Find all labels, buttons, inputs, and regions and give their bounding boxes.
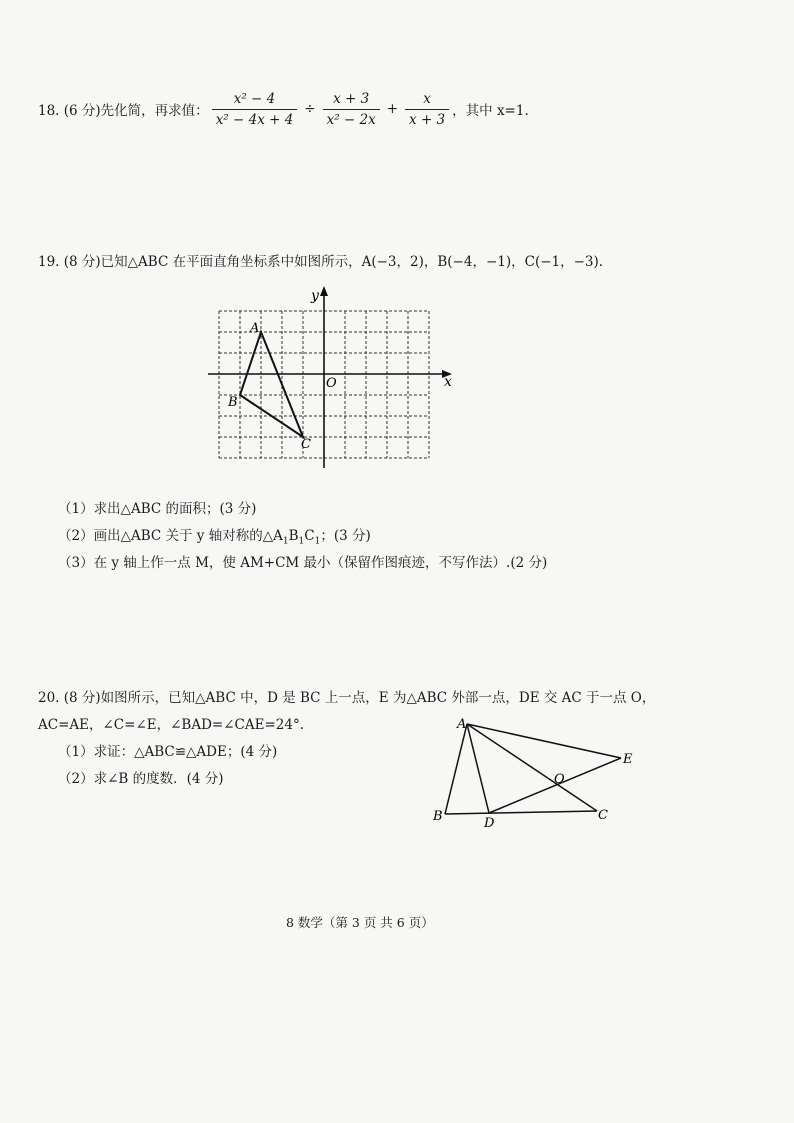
q19-stem: 19. (8 分)已知△ABC 在平面直角坐标系中如图所示，A(−3，2)，B(−4，−1)，C(−1，−3).: [38, 254, 604, 270]
x-axis-label: x: [444, 374, 452, 390]
q19-sub2-a-subscript: 1: [282, 536, 289, 547]
segment-ac: [467, 724, 597, 811]
q18-frac1-denominator: x² − 4x + 4: [212, 109, 298, 128]
q19-coordinate-graph: [200, 282, 460, 472]
q19-sub2-post: ；(3 分): [320, 528, 371, 544]
q20-sub1: （1）求证：△ABC≌△ADE；(4 分): [58, 744, 278, 760]
point-a-label: A: [250, 321, 260, 336]
q19-sub2-b-subscript: 1: [298, 536, 305, 547]
q18-frac1-numerator: x² − 4: [233, 90, 276, 107]
question-18: [38, 84, 529, 134]
y-axis-label: y: [311, 288, 319, 304]
vertex-c-label: C: [598, 808, 608, 823]
point-o-label: O: [554, 772, 565, 787]
q18-frac2-numerator: x + 3: [333, 90, 370, 107]
q18-plus-operator: +: [386, 101, 399, 117]
q19-sub1: （1）求出△ABC 的面积；(3 分): [58, 501, 257, 517]
origin-label: O: [326, 376, 337, 391]
q18-suffix: ，其中 x=1.: [452, 103, 529, 119]
point-b-label: B: [228, 395, 238, 410]
y-axis-arrow: [320, 286, 328, 296]
q19-sub3: （3）在 y 轴上作一点 M，使 AM+CM 最小（保留作图痕迹，不写作法）.(2 分): [58, 555, 548, 571]
vertex-a-label: A: [457, 717, 467, 732]
q18-fraction-1: [212, 91, 298, 128]
vertex-b-label: B: [433, 809, 443, 824]
q18-divide-operator: ÷: [304, 101, 316, 117]
q19-sub2-c: C: [304, 528, 315, 544]
q18-frac2-denominator: x² − 2x: [323, 109, 380, 128]
vertex-d-label: D: [484, 816, 495, 831]
segment-ae: [467, 724, 621, 758]
triangle-abc: [240, 332, 303, 437]
segment-bc: [445, 811, 597, 814]
q18-fraction-2: [323, 91, 380, 128]
q19-sub2-b: B: [288, 528, 299, 544]
segment-ab: [445, 724, 467, 814]
q20-stem-line2: AC=AE，∠C=∠E，∠BAD=∠CAE=24°.: [38, 717, 305, 733]
point-c-label: C: [301, 437, 311, 452]
q18-prefix: 18. (6 分)先化简，再求值：: [38, 103, 209, 119]
q19-sub2-pre: （2）画出△ABC 关于 y 轴对称的△A: [58, 528, 283, 544]
q19-sub2-c-subscript: 1: [314, 536, 321, 547]
vertex-e-label: E: [623, 752, 633, 767]
q19-sub2: [58, 524, 371, 547]
q20-sub2: （2）求∠B 的度数．(4 分): [58, 771, 224, 787]
q20-stem-line1: 20. (8 分)如图所示，已知△ABC 中，D 是 BC 上一点，E 为△ABC 外部一点，DE 交 AC 于一点 O，: [38, 690, 656, 706]
q18-frac3-denominator: x + 3: [405, 109, 449, 128]
q18-fraction-3: [405, 91, 449, 128]
q18-frac3-numerator: x: [423, 90, 431, 107]
page-footer: 8 数学（第 3 页 共 6 页）: [286, 915, 434, 930]
q20-geometry-figure: [425, 710, 655, 835]
